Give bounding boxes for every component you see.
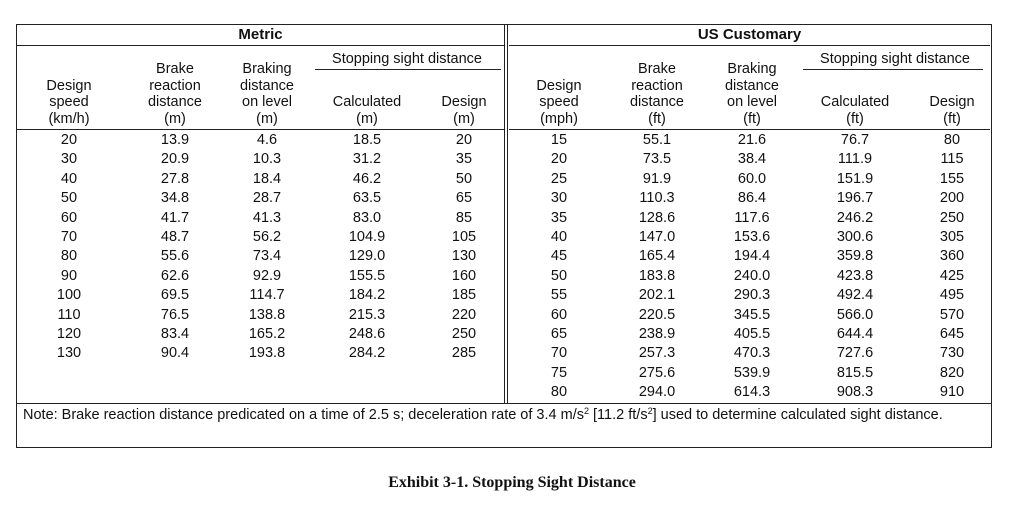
metric-cell-reaction: 55.6 (160, 248, 190, 265)
us-title: US Customary (509, 25, 990, 46)
us-cell-reaction: 275.6 (638, 364, 676, 381)
metric-cell-calculated: 18.5 (352, 132, 382, 148)
note-sup-2: 2 (647, 406, 653, 416)
table-note (23, 405, 985, 425)
us-header-ssd-group: Stopping sight distance (820, 51, 970, 67)
us-cell-braking: 60.0 (737, 170, 767, 187)
metric-cell-speed: 50 (60, 190, 78, 207)
us-header-calculated: Calculated (ft) (820, 94, 890, 127)
us-cell-reaction: 165.4 (638, 248, 676, 265)
us-cell-design: 155 (939, 170, 965, 187)
metric-cell-calculated: 129.0 (348, 248, 386, 265)
us-section (509, 25, 990, 403)
us-table-row (509, 383, 990, 403)
metric-cell-braking: 10.3 (252, 151, 282, 168)
us-cell-speed: 50 (550, 267, 568, 284)
us-cell-calculated: 111.9 (837, 151, 873, 168)
metric-cell-reaction: 13.9 (160, 132, 190, 148)
us-cell-speed: 25 (550, 170, 568, 187)
metric-cell-calculated: 284.2 (348, 345, 386, 362)
metric-cell-design: 65 (455, 190, 473, 207)
metric-header-design: Design (m) (441, 94, 487, 127)
metric-table-row (17, 325, 504, 345)
metric-cell-design: 50 (455, 170, 473, 187)
metric-table-row (17, 209, 504, 229)
metric-cell-design: 20 (455, 132, 473, 148)
us-cell-speed: 45 (550, 248, 568, 265)
us-table-row (509, 247, 990, 267)
metric-cell-speed: 60 (60, 209, 78, 226)
metric-table-row (17, 247, 504, 267)
metric-cell-design: 220 (451, 306, 477, 323)
metric-table-row (17, 286, 504, 306)
metric-cell-speed: 110 (57, 306, 81, 323)
metric-cell-design: 250 (451, 326, 477, 342)
note-sup-1: 2 (583, 406, 589, 416)
metric-header-ssd-group: Stopping sight distance (332, 51, 482, 67)
metric-cell-braking: 41.3 (252, 209, 282, 226)
us-cell-calculated: 359.8 (836, 248, 874, 265)
us-cell-reaction: 147.0 (638, 229, 676, 245)
metric-cell-calculated: 248.6 (348, 326, 386, 342)
us-table-row (509, 228, 990, 248)
metric-header (17, 47, 504, 130)
us-header-braking-distance: Braking distance on level (ft) (724, 61, 779, 127)
us-cell-design: 910 (939, 384, 965, 401)
metric-header-design-speed: Design speed (km/h) (46, 77, 92, 127)
metric-cell-calculated: 184.2 (348, 287, 386, 304)
us-cell-braking: 345.5 (733, 306, 771, 323)
us-cell-braking: 614.3 (733, 384, 771, 401)
us-cell-braking: 38.4 (737, 151, 767, 168)
us-cell-calculated: 300.6 (836, 229, 874, 245)
us-header-design: Design (ft) (929, 94, 975, 127)
us-cell-braking: 405.5 (733, 326, 771, 342)
us-cell-braking: 240.0 (733, 267, 771, 284)
metric-cell-calculated: 155.5 (348, 267, 386, 284)
us-cell-speed: 40 (550, 229, 568, 245)
metric-cell-speed: 30 (60, 151, 78, 168)
metric-cell-reaction: 83.4 (160, 326, 190, 342)
metric-cell-speed: 90 (60, 267, 78, 284)
us-cell-braking: 539.9 (733, 364, 771, 381)
us-cell-calculated: 423.8 (836, 267, 874, 284)
metric-table-row (17, 228, 504, 248)
us-cell-calculated: 727.6 (836, 345, 874, 362)
us-cell-braking: 86.4 (737, 190, 767, 207)
us-cell-braking: 470.3 (733, 345, 771, 362)
us-table-row (509, 170, 990, 190)
us-cell-speed: 70 (550, 345, 568, 362)
us-cell-design: 305 (939, 229, 965, 245)
metric-cell-speed: 80 (60, 248, 78, 265)
metric-cell-braking: 193.8 (248, 345, 286, 362)
metric-table-row (17, 306, 504, 326)
metric-table-row (17, 189, 504, 209)
us-cell-reaction: 257.3 (638, 345, 676, 362)
metric-ssd-underline (315, 69, 501, 70)
us-cell-reaction: 220.5 (638, 306, 676, 323)
us-table-row (509, 306, 990, 326)
metric-cell-reaction: 69.5 (160, 287, 190, 304)
us-header-design-speed: Design speed (mph) (536, 77, 582, 127)
us-cell-braking: 194.4 (733, 248, 771, 265)
metric-cell-calculated: 104.9 (348, 229, 386, 245)
metric-table-row (17, 344, 504, 364)
metric-cell-design: 85 (455, 209, 473, 226)
us-cell-reaction: 183.8 (638, 267, 676, 284)
metric-table-row (17, 267, 504, 287)
metric-cell-speed: 100 (56, 287, 82, 304)
us-table-row (509, 364, 990, 384)
us-header-brake-reaction: Brake reaction distance (ft) (629, 61, 684, 127)
us-header (509, 47, 990, 130)
note-separator (17, 403, 991, 404)
us-cell-design: 200 (939, 190, 965, 207)
us-cell-design: 645 (939, 326, 965, 342)
metric-cell-design: 35 (455, 151, 473, 168)
us-cell-reaction: 238.9 (638, 326, 676, 342)
metric-cell-braking: 92.9 (252, 267, 282, 284)
metric-header-braking-distance: Braking distance on level (m) (239, 61, 294, 127)
metric-cell-reaction: 76.5 (160, 306, 190, 323)
us-cell-calculated: 246.2 (836, 209, 874, 226)
metric-cell-braking: 28.7 (252, 190, 282, 207)
metric-cell-reaction: 27.8 (160, 170, 190, 187)
us-cell-design: 360 (939, 248, 965, 265)
us-cell-calculated: 196.7 (836, 190, 874, 207)
us-cell-speed: 15 (550, 132, 568, 148)
metric-cell-calculated: 31.2 (352, 151, 382, 168)
metric-section (17, 25, 504, 403)
us-cell-braking: 21.6 (737, 132, 767, 148)
metric-cell-speed: 20 (60, 132, 78, 148)
us-table-row (509, 189, 990, 209)
metric-cell-calculated: 63.5 (352, 190, 382, 207)
metric-cell-reaction: 62.6 (160, 267, 190, 284)
us-cell-speed: 60 (550, 306, 568, 323)
us-table-row (509, 150, 990, 170)
us-cell-braking: 153.6 (733, 229, 771, 245)
metric-cell-design: 185 (451, 287, 477, 304)
metric-cell-braking: 56.2 (252, 229, 282, 245)
metric-cell-design: 160 (451, 267, 477, 284)
us-cell-design: 80 (943, 132, 961, 148)
us-cell-speed: 80 (550, 384, 568, 401)
us-cell-calculated: 151.9 (836, 170, 874, 187)
us-cell-reaction: 128.6 (638, 209, 676, 226)
metric-cell-reaction: 20.9 (160, 151, 190, 168)
us-cell-calculated: 908.3 (836, 384, 874, 401)
us-table-row (509, 267, 990, 287)
stopping-sight-distance-table (16, 24, 992, 448)
metric-header-brake-reaction: Brake reaction distance (m) (147, 61, 202, 127)
us-cell-braking: 117.6 (734, 209, 770, 226)
us-cell-design: 115 (940, 151, 964, 168)
us-cell-calculated: 566.0 (836, 306, 874, 323)
us-table-row (509, 131, 990, 151)
metric-cell-braking: 138.8 (248, 306, 286, 323)
us-cell-calculated: 815.5 (836, 364, 874, 381)
metric-cell-calculated: 46.2 (352, 170, 382, 187)
us-cell-speed: 55 (550, 287, 568, 304)
metric-cell-braking: 4.6 (256, 132, 278, 148)
metric-cell-speed: 40 (60, 170, 78, 187)
metric-cell-reaction: 48.7 (160, 229, 190, 245)
us-cell-design: 820 (939, 364, 965, 381)
us-table-row (509, 209, 990, 229)
us-table-row (509, 286, 990, 306)
us-cell-design: 495 (939, 287, 965, 304)
us-cell-design: 570 (939, 306, 965, 323)
us-cell-calculated: 644.4 (836, 326, 874, 342)
note-text-2: [11.2 ft/s (589, 407, 648, 423)
us-cell-speed: 20 (550, 151, 568, 168)
us-ssd-underline (803, 69, 983, 70)
us-cell-calculated: 76.7 (840, 132, 870, 148)
metric-cell-braking: 73.4 (252, 248, 282, 265)
section-divider (504, 25, 508, 403)
metric-cell-speed: 130 (56, 345, 82, 362)
metric-cell-reaction: 90.4 (160, 345, 190, 362)
metric-cell-calculated: 83.0 (352, 209, 382, 226)
note-text-1: Note: Brake reaction distance predicated on a time of 2.5 s; deceleration rate of 3.4 m/s (23, 407, 584, 423)
metric-cell-speed: 120 (56, 326, 82, 342)
us-cell-reaction: 294.0 (638, 384, 676, 401)
us-cell-speed: 35 (550, 209, 568, 226)
us-cell-speed: 65 (550, 326, 568, 342)
us-cell-reaction: 73.5 (642, 151, 672, 168)
us-table-row (509, 344, 990, 364)
metric-table-row (17, 150, 504, 170)
us-cell-reaction: 91.9 (642, 170, 672, 187)
us-cell-reaction: 110.3 (639, 190, 675, 207)
metric-header-calculated: Calculated (m) (332, 94, 402, 127)
metric-cell-design: 130 (451, 248, 477, 265)
us-cell-speed: 75 (550, 364, 568, 381)
us-cell-design: 730 (939, 345, 965, 362)
metric-table-row (17, 170, 504, 190)
metric-cell-design: 285 (451, 345, 477, 362)
us-cell-design: 425 (939, 267, 965, 284)
us-cell-calculated: 492.4 (836, 287, 874, 304)
us-cell-design: 250 (939, 209, 965, 226)
us-cell-reaction: 202.1 (638, 287, 676, 304)
metric-cell-braking: 18.4 (252, 170, 282, 187)
metric-table-row (17, 131, 504, 151)
metric-cell-reaction: 34.8 (160, 190, 190, 207)
us-cell-reaction: 55.1 (642, 132, 672, 148)
exhibit-caption: Exhibit 3-1. Stopping Sight Distance (388, 474, 636, 491)
metric-title: Metric (17, 25, 504, 46)
metric-cell-reaction: 41.7 (160, 209, 190, 226)
note-text-3: ] used to determine calculated sight distance. (652, 407, 943, 423)
us-cell-speed: 30 (550, 190, 568, 207)
us-cell-braking: 290.3 (733, 287, 771, 304)
metric-cell-braking: 114.7 (249, 287, 285, 304)
us-table-row (509, 325, 990, 345)
metric-cell-design: 105 (451, 229, 477, 245)
metric-cell-braking: 165.2 (248, 326, 286, 342)
metric-cell-calculated: 215.3 (348, 306, 386, 323)
metric-cell-speed: 70 (60, 229, 78, 245)
